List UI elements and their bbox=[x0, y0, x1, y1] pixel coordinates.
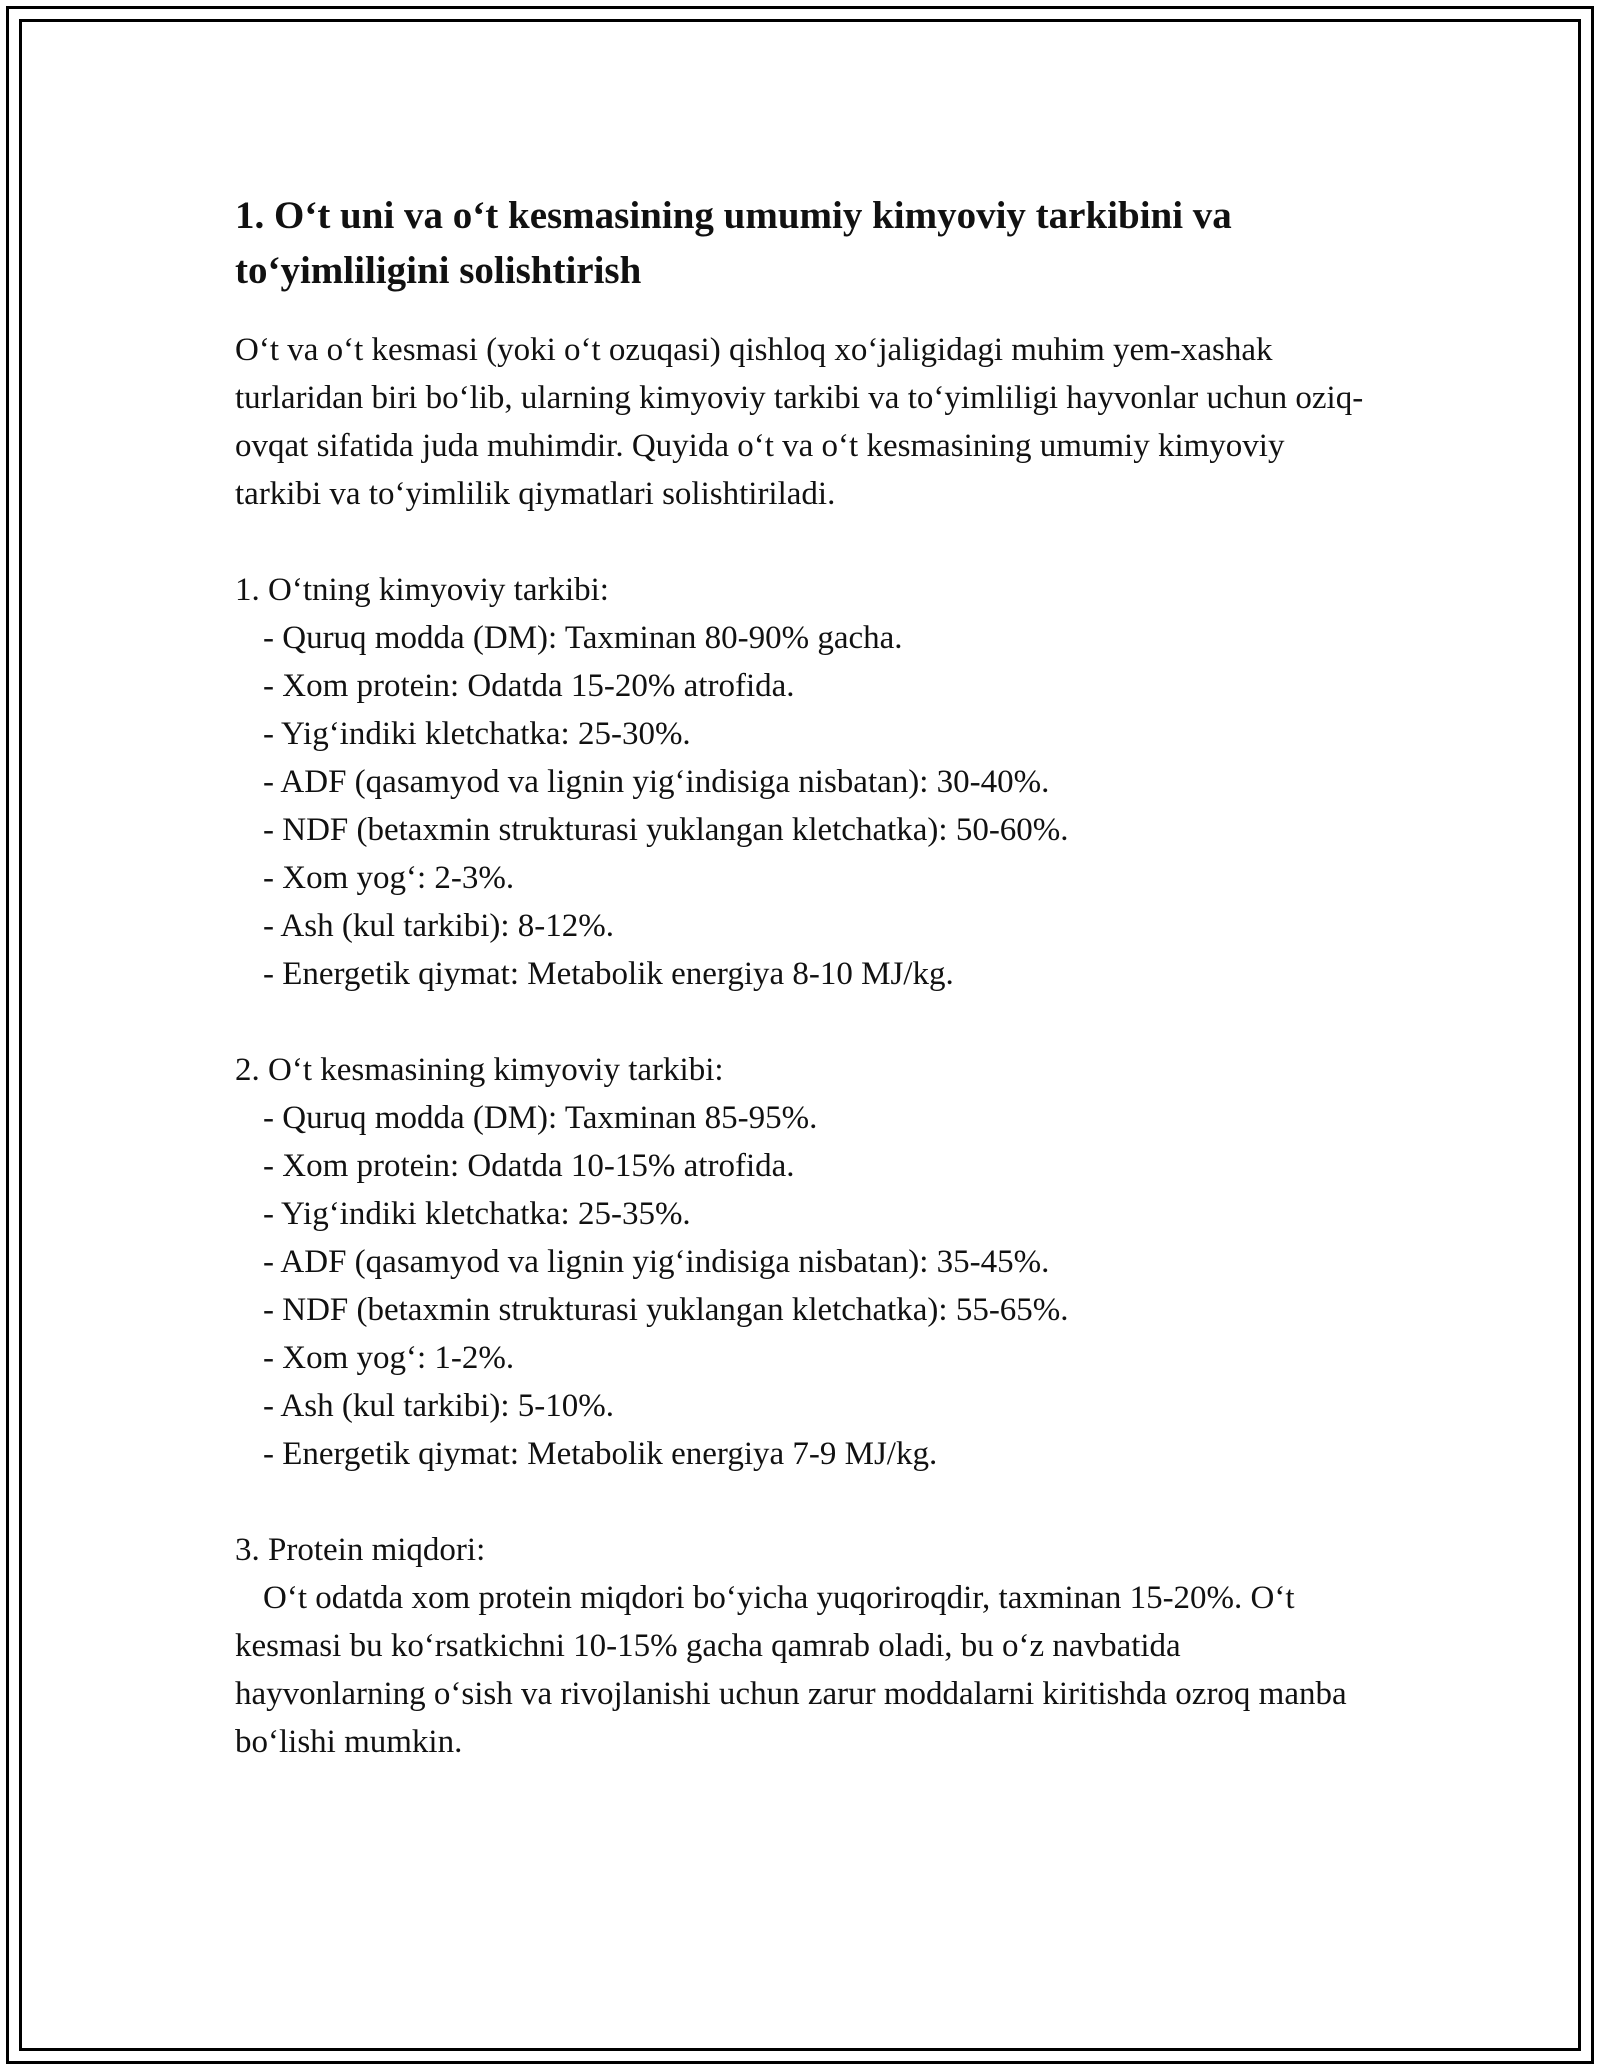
section-heading: 2. O‘t kesmasining kimyoviy tarkibi: bbox=[235, 1052, 724, 1088]
section-heading: 3. Protein miqdori: bbox=[235, 1532, 486, 1568]
section-grass-composition bbox=[235, 566, 1375, 998]
list-item: - Xom protein: Odatda 15-20% atrofida. bbox=[263, 668, 795, 704]
document-body bbox=[235, 188, 1375, 1766]
composition-list bbox=[235, 614, 1375, 998]
section-hay-composition bbox=[235, 1046, 1375, 1478]
intro-paragraph: O‘t va o‘t kesmasi (yoki o‘t ozuqasi) qishloq xo‘jaligidagi muhim yem-xashak turlaridan biri bo‘lib, ularning kimyoviy tarkibi va to‘yimliligi hayvonlar uchun oziq-ovqat sifatida juda muhimdir. Quyida o‘t va o‘t kesmasining umumiy kimyoviy tarkibi va to‘yimlilik qiymatlari solishtiriladi. bbox=[235, 332, 1364, 512]
list-item: - Energetik qiymat: Metabolik energiya 7-9 MJ/kg. bbox=[263, 1436, 938, 1472]
list-item: - Ash (kul tarkibi): 8-12%. bbox=[263, 908, 615, 944]
list-item: - NDF (betaxmin strukturasi yuklangan kletchatka): 55-65%. bbox=[263, 1292, 1069, 1328]
list-item: - Xom protein: Odatda 10-15% atrofida. bbox=[263, 1148, 795, 1184]
list-item: - Xom yog‘: 1-2%. bbox=[263, 1340, 515, 1376]
list-item: - NDF (betaxmin strukturasi yuklangan kletchatka): 50-60%. bbox=[263, 812, 1069, 848]
list-item: - Ash (kul tarkibi): 5-10%. bbox=[263, 1388, 615, 1424]
list-item: - ADF (qasamyod va lignin yig‘indisiga nisbatan): 35-45%. bbox=[263, 1244, 1050, 1280]
list-item: - Xom yog‘: 2-3%. bbox=[263, 860, 515, 896]
section-heading: 1. O‘tning kimyoviy tarkibi: bbox=[235, 572, 609, 608]
list-item: - Energetik qiymat: Metabolik energiya 8-10 MJ/kg. bbox=[263, 956, 954, 992]
list-item: - Yig‘indiki kletchatka: 25-35%. bbox=[263, 1196, 691, 1232]
list-item: - ADF (qasamyod va lignin yig‘indisiga nisbatan): 30-40%. bbox=[263, 764, 1050, 800]
document-title: 1. O‘t uni va o‘t kesmasining umumiy kimyoviy tarkibini va to‘yimliligini solishtirish bbox=[235, 194, 1232, 292]
list-item: - Yig‘indiki kletchatka: 25-30%. bbox=[263, 716, 691, 752]
composition-list bbox=[235, 1094, 1375, 1478]
list-item: - Quruq modda (DM): Taxminan 85-95%. bbox=[263, 1100, 818, 1136]
section-protein-content bbox=[235, 1526, 1375, 1766]
list-item: - Quruq modda (DM): Taxminan 80-90% gacha. bbox=[263, 620, 903, 656]
protein-paragraph: O‘t odatda xom protein miqdori bo‘yicha yuqoriroqdir, taxminan 15-20%. O‘t kesmasi bu ko‘rsatkichni 10-15% gacha qamrab oladi, bu o‘z navbatida hayvonlarning o‘sish va rivojlanishi uchun zarur moddalarni kiritishda ozroq manba bo‘lishi mumkin. bbox=[235, 1580, 1347, 1760]
